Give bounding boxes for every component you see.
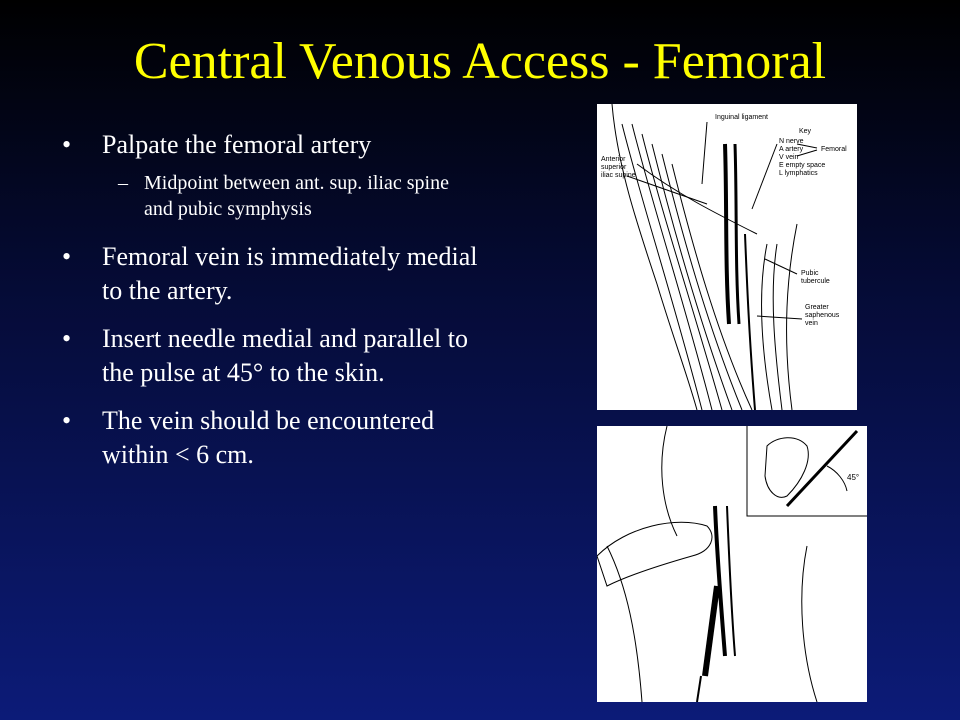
bullet-text: The vein should be encountered within < 6 cm. xyxy=(102,406,435,469)
bullet-item xyxy=(62,128,482,162)
label-key-l: L lymphatics xyxy=(779,170,818,177)
sub-bullet-text: Midpoint between ant. sup. iliac spine and pubic symphysis xyxy=(144,172,449,220)
bullet-glyph: • xyxy=(62,406,72,435)
slide-title: Central Venous Access - Femoral xyxy=(133,33,827,90)
needle-insertion-diagram xyxy=(597,426,867,702)
label-key-title: Key xyxy=(799,128,812,135)
label-key-v: V vein xyxy=(779,154,799,161)
sub-bullet-item xyxy=(118,170,482,222)
label-key-n: N nerve xyxy=(779,138,804,145)
bullet-item xyxy=(62,404,482,472)
bullet-glyph: • xyxy=(62,324,72,353)
insertion-drawing xyxy=(597,426,867,702)
bullet-text: Femoral vein is immediately medial to the artery. xyxy=(102,242,478,305)
bullet-glyph: • xyxy=(62,130,72,159)
bullet-text: Palpate the femoral artery xyxy=(102,130,372,159)
bullet-item xyxy=(62,240,482,308)
label-key-a: A artery xyxy=(779,146,804,153)
dash-glyph: – xyxy=(118,172,128,194)
anatomy-drawing xyxy=(597,104,857,410)
label-key-e: E empty space xyxy=(779,162,826,169)
bullet-text: Insert needle medial and parallel to the pulse at 45° to the skin. xyxy=(102,324,469,387)
label-pubic-tubercule: Pubic tubercule xyxy=(801,270,830,285)
label-inguinal-ligament: Inguinal ligament xyxy=(715,114,768,121)
bullet-list xyxy=(62,128,482,486)
bullet-item xyxy=(62,322,482,390)
bullet-glyph: • xyxy=(62,242,72,271)
label-greater-saphenous: Greater saphenous vein xyxy=(805,304,840,327)
label-anterior-superior: Anterior superior iliac supine xyxy=(601,156,636,179)
label-femoral: Femoral xyxy=(821,146,847,153)
femoral-anatomy-diagram xyxy=(597,104,857,410)
label-angle: 45° xyxy=(847,473,860,482)
